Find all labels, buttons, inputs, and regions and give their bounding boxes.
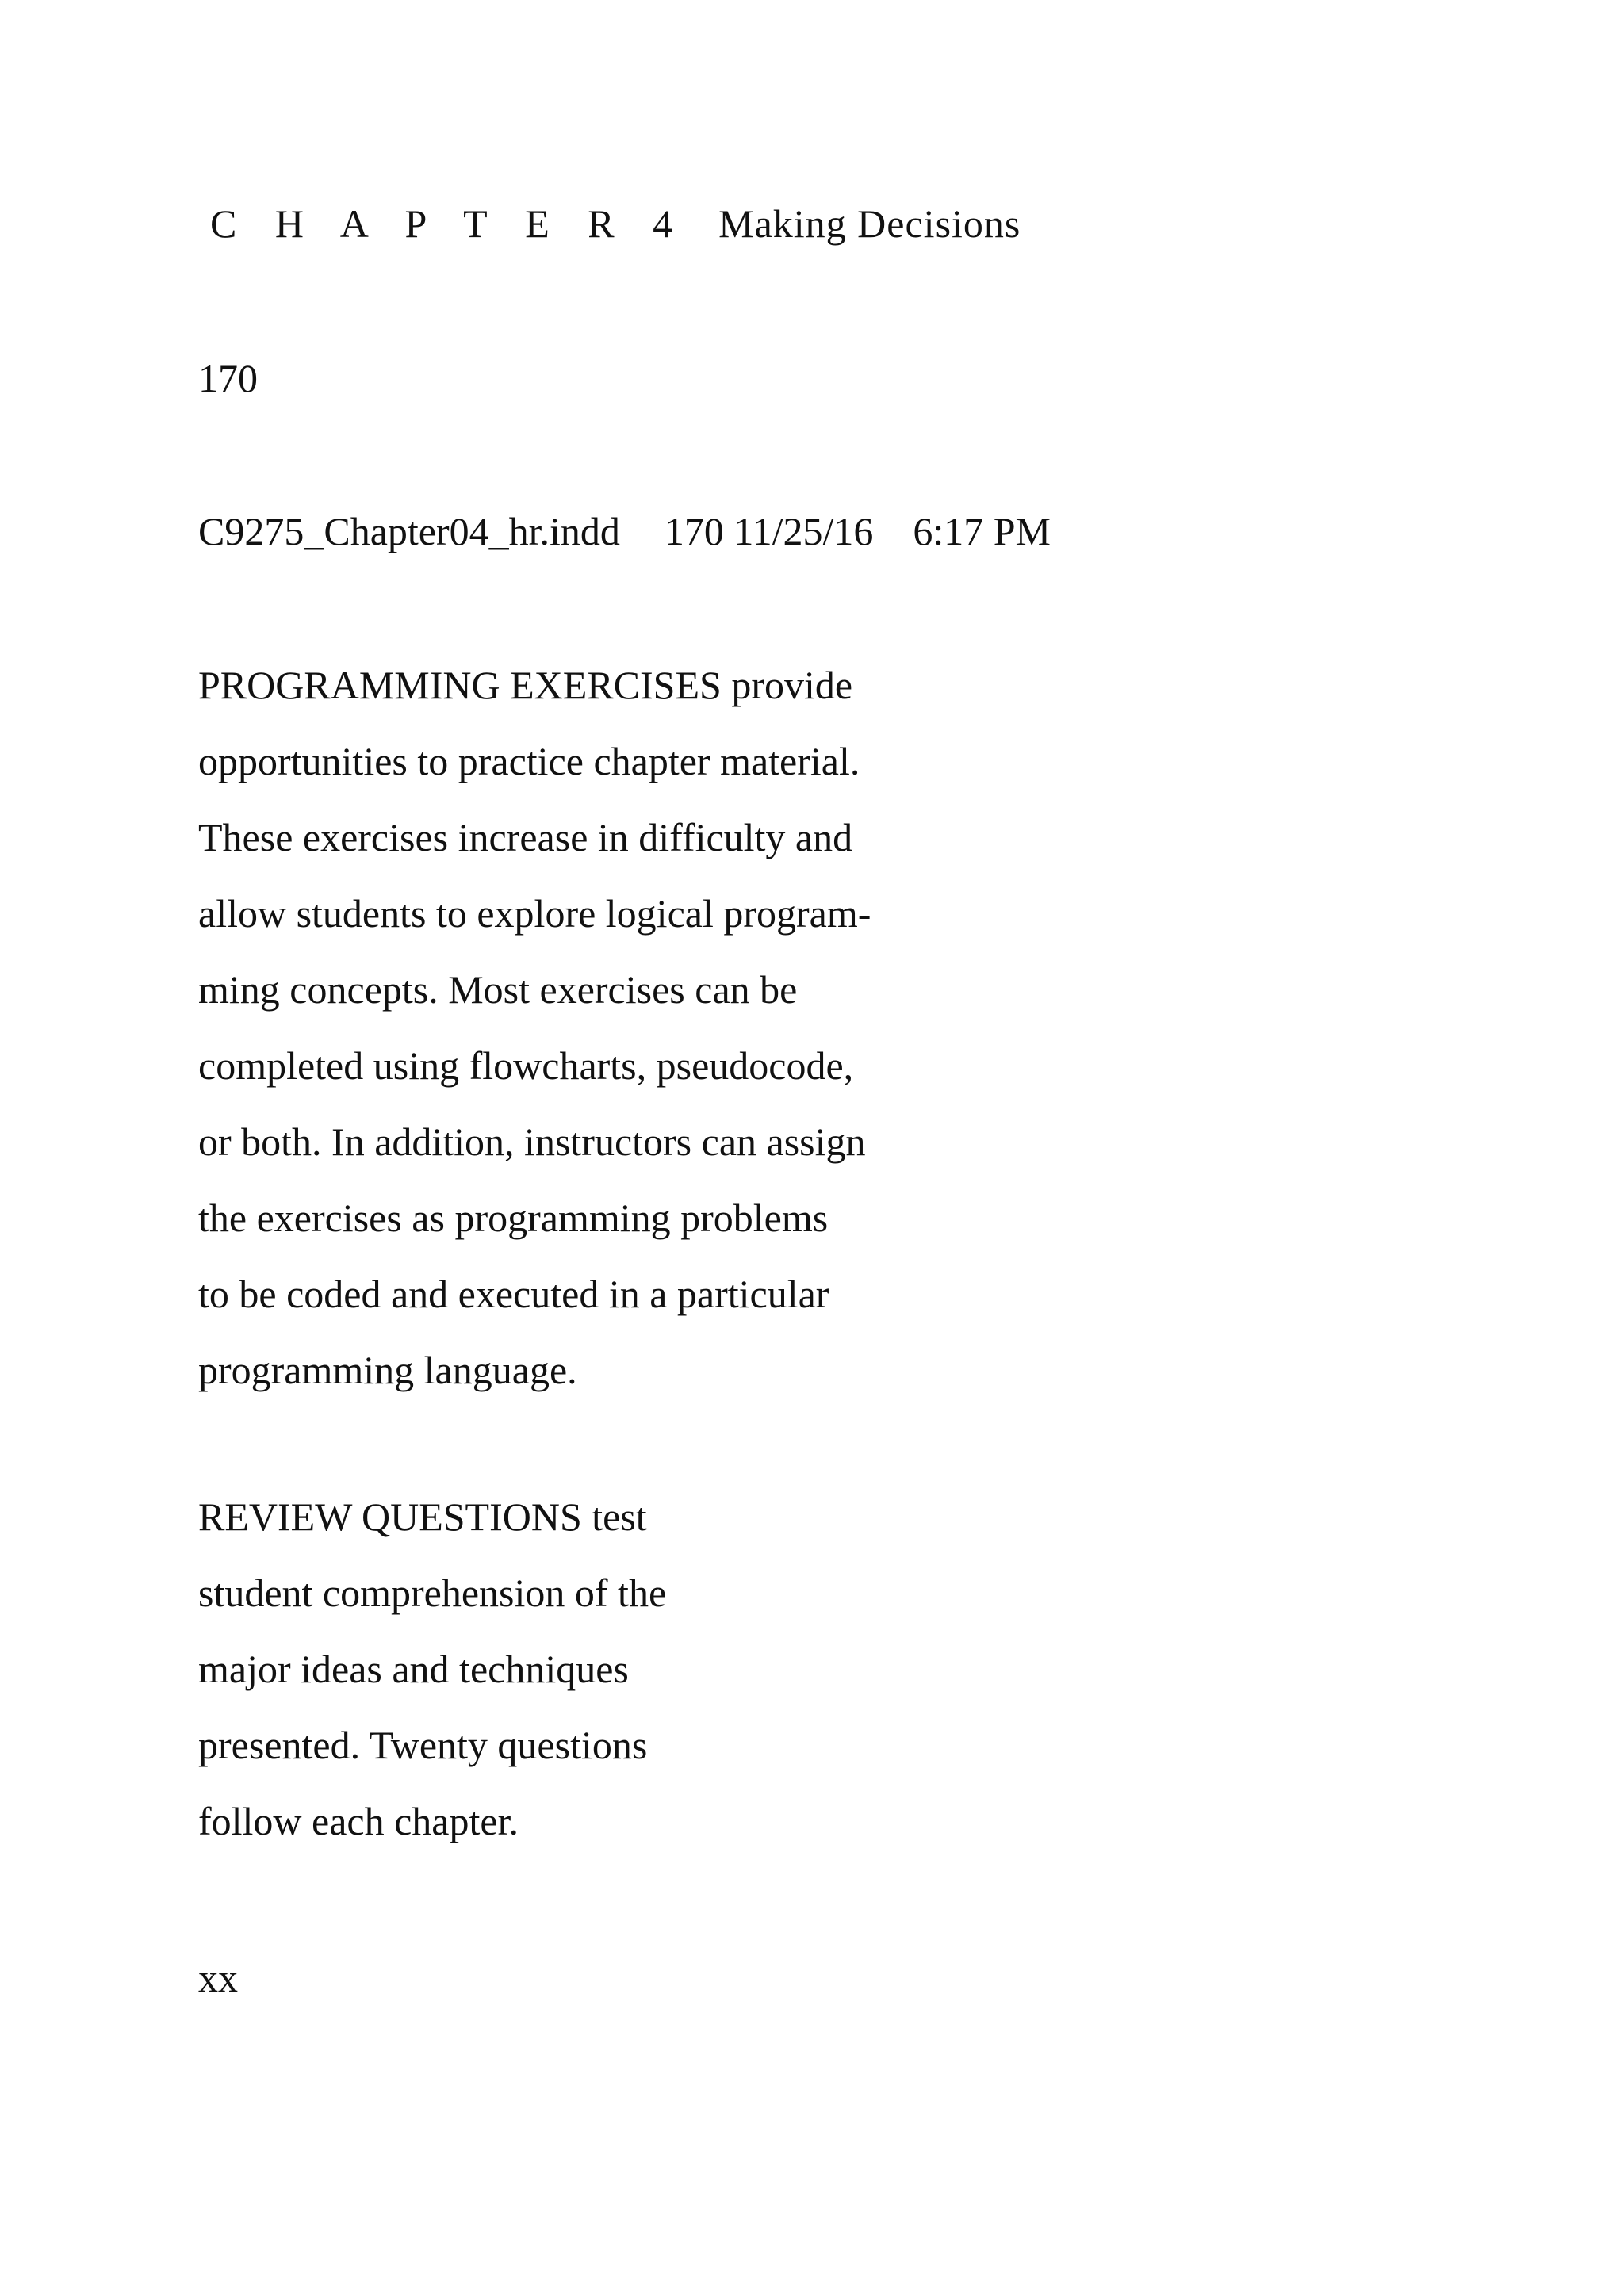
- paragraph-line: opportunities to practice chapter material.: [198, 739, 860, 783]
- paragraph-line: the exercises as programming problems: [198, 1196, 829, 1240]
- chapter-header: [210, 186, 1021, 262]
- slug-date: 11/25/16: [733, 509, 874, 553]
- slug-page: 170: [664, 509, 724, 553]
- paragraph-line: allow students to explore logical program-: [198, 891, 871, 936]
- paragraph-line: PROGRAMMING EXERCISES provide: [198, 663, 853, 707]
- slug-line: [198, 493, 1051, 569]
- roman-page-number: xx: [198, 1956, 238, 2000]
- programming-exercises-paragraph: [198, 647, 871, 1408]
- page-number: 170: [198, 356, 258, 400]
- chapter-title: Making Decisions: [718, 201, 1021, 246]
- paragraph-line: programming language.: [198, 1348, 577, 1392]
- slug-time: 6:17 PM: [913, 509, 1051, 553]
- review-questions-paragraph: [198, 1479, 666, 1859]
- paragraph-line: These exercises increase in difficulty and: [198, 815, 853, 859]
- paragraph-line: REVIEW QUESTIONS test: [198, 1494, 647, 1539]
- paragraph-line: major ideas and techniques: [198, 1647, 629, 1691]
- slug-file-name: C9275_Chapter04_hr.indd: [198, 509, 620, 553]
- paragraph-line: presented. Twenty questions: [198, 1723, 648, 1767]
- paragraph-line: to be coded and executed in a particular: [198, 1272, 829, 1316]
- paragraph-line: or both. In addition, instructors can assign: [198, 1119, 866, 1164]
- chapter-label: C H A P T E R 4: [210, 201, 688, 246]
- paragraph-line: ming concepts. Most exercises can be: [198, 967, 798, 1012]
- paragraph-line: student comprehension of the: [198, 1571, 667, 1615]
- paragraph-line: completed using flowcharts, pseudocode,: [198, 1043, 854, 1088]
- paragraph-line: follow each chapter.: [198, 1799, 519, 1843]
